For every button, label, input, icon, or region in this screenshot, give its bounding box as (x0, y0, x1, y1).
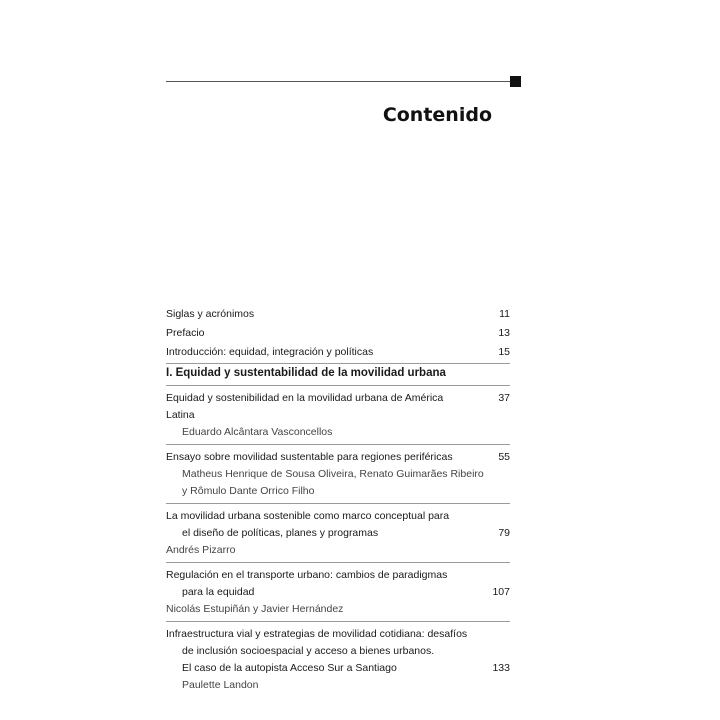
chapter-title-cont: El caso de la autopista Acceso Sur a Santiago (182, 662, 397, 674)
chapter-page: 37 (498, 392, 510, 404)
toc-entry-label: Siglas y acrónimos (166, 308, 255, 320)
chapter-title-cont: de inclusión socioespacial y acceso a bienes urbanos. (182, 645, 435, 657)
chapter-title: Infraestructura vial y estrategias de movilidad cotidiana: desafíos (166, 628, 468, 640)
chapter-title: Equidad y sostenibilidad en la movilidad urbana de América Latina (166, 392, 444, 421)
chapter-author: Nicolás Estupiñán y Javier Hernández (166, 603, 344, 615)
chapter-author: Matheus Henrique de Sousa Oliveira, Renato Guimarães Ribeiro (182, 468, 484, 480)
header-rule (166, 81, 510, 82)
toc-entry-prefacio[interactable] (166, 325, 510, 344)
chapter-author: Eduardo Alcântara Vasconcellos (182, 426, 333, 438)
chapter-page: 79 (498, 527, 510, 539)
page-title: Contenido (382, 104, 492, 126)
chapter-author: y Rômulo Dante Orrico Filho (182, 485, 315, 497)
chapter-author: Paulette Landon (182, 679, 259, 691)
chapter-author: Andrés Pizarro (166, 544, 236, 556)
chapter-page: 133 (492, 662, 510, 674)
toc-chapter-1[interactable] (166, 386, 510, 444)
chapter-title: La movilidad urbana sostenible como marco conceptual para (166, 510, 450, 522)
chapter-page: 107 (492, 586, 510, 598)
toc-entry-siglas[interactable] (166, 306, 510, 325)
toc-chapter-3[interactable] (166, 504, 510, 562)
chapter-title-cont: el diseño de políticas, planes y programas (182, 527, 379, 539)
toc-entry-introduccion[interactable] (166, 344, 510, 363)
toc-entry-page: 15 (498, 346, 510, 358)
chapter-title: Regulación en el transporte urbano: cambios de paradigmas (166, 569, 448, 581)
toc-entry-label: Introducción: equidad, integración y políticas (166, 346, 374, 358)
toc-entry-label: Prefacio (166, 327, 205, 339)
chapter-page: 55 (498, 451, 510, 463)
chapter-title-cont: para la equidad (182, 586, 255, 598)
toc-chapter-2[interactable] (166, 445, 510, 503)
section-title: I. Equidad y sustentabilidad de la movilidad urbana (166, 367, 446, 379)
toc-entry-page: 13 (498, 327, 510, 339)
table-of-contents (166, 306, 510, 697)
header-rule-square (510, 76, 521, 87)
toc-chapter-4[interactable] (166, 563, 510, 621)
divider (166, 363, 510, 364)
toc-chapter-5[interactable] (166, 622, 510, 697)
chapter-title: Ensayo sobre movilidad sustentable para regiones periféricas (166, 451, 453, 463)
toc-entry-page: 11 (499, 308, 510, 320)
